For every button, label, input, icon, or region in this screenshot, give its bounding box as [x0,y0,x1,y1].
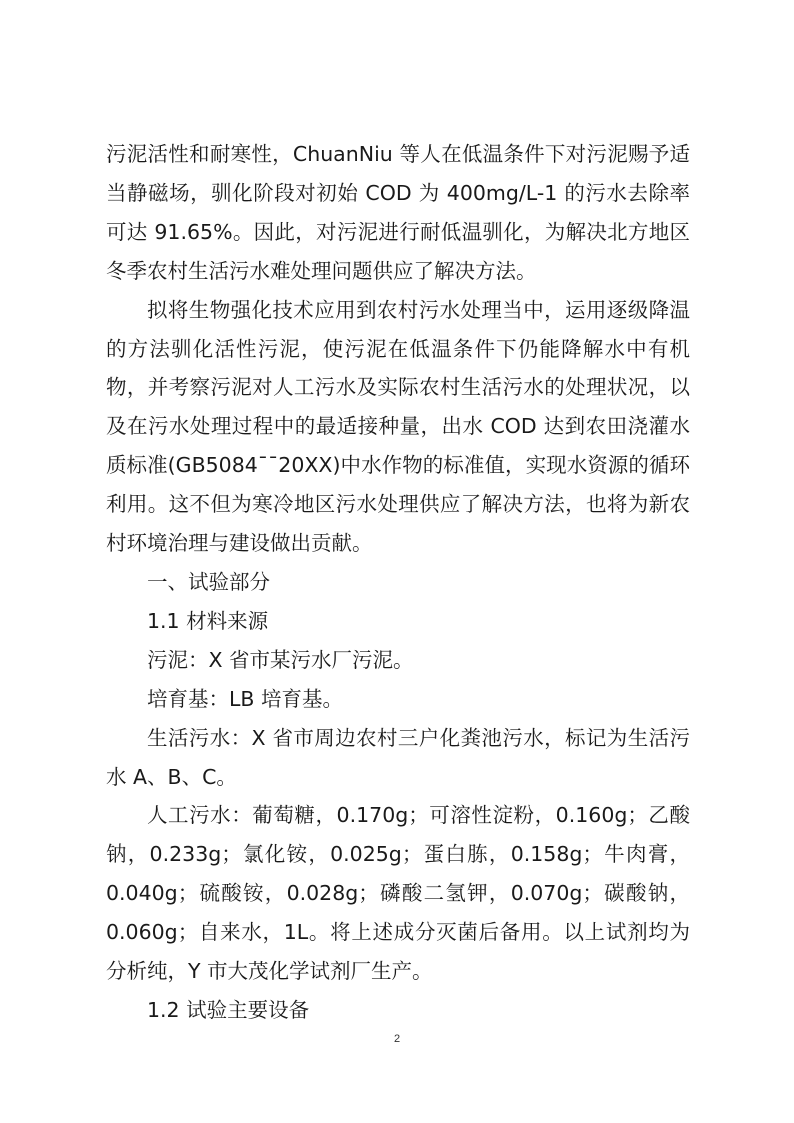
paragraph-sludge-activity: 污泥活性和耐寒性，ChuanNiu 等人在低温条件下对污泥赐予适当静磁场，驯化阶段对初始 COD 为 400mg/L-1 的污水去除率可达 91.65%。因此，对污泥进行耐低温驯化，为解决北方地区冬季农村生活污水难处理问题供应了解决方法。 [106,142,690,283]
paragraph-bioaugmentation: 拟将生物强化技术应用到农村污水处理当中，运用逐级降温的方法驯化活性污泥，使污泥在低温条件下仍能降解水中有机物，并考察污泥对人工污水及实际农村生活污水的处理状况，以及在污水处理过程中的最适接种量，出水 COD 达到农田浇灌水质标准(GB5084¯¯20XX)中水作物的标准值，实现水资源的循环利用。这不但为寒冷地区污水处理供应了解决方法，也将为新农村环境治理与建设做出贡献。 [106,297,690,556]
subsection-heading-equipment: 1.2 试验主要设备 [147,997,310,1022]
paragraph-domestic-sewage: 生活污水：X 省市周边农村三户化粪池污水，标记为生活污水 A、B、C。 [106,725,690,789]
page-number: 2 [393,1033,401,1045]
paragraph-sludge-source: 污泥：X 省市某污水厂污泥。 [147,647,414,672]
paragraph-artificial-sewage: 人工污水：葡萄糖，0.170g；可溶性淀粉，0.160g；乙酸钠，0.233g；氯化铵，0.025g；蛋白胨，0.158g；牛肉膏，0.040g；硫酸铵，0.028g；磷酸二氢钾，0.070g；碳酸钠，0.060g；自来水，1L。将上述成分灭菌后备用。以上试剂均为分析纯，Y 市大茂化学试剂厂生产。 [106,803,690,984]
subsection-heading-materials: 1.1 材料来源 [147,608,269,633]
section-heading-experiment: 一、试验部分 [147,569,270,594]
paragraph-culture-medium: 培育基：LB 培育基。 [147,686,344,711]
document-body [106,135,690,1030]
